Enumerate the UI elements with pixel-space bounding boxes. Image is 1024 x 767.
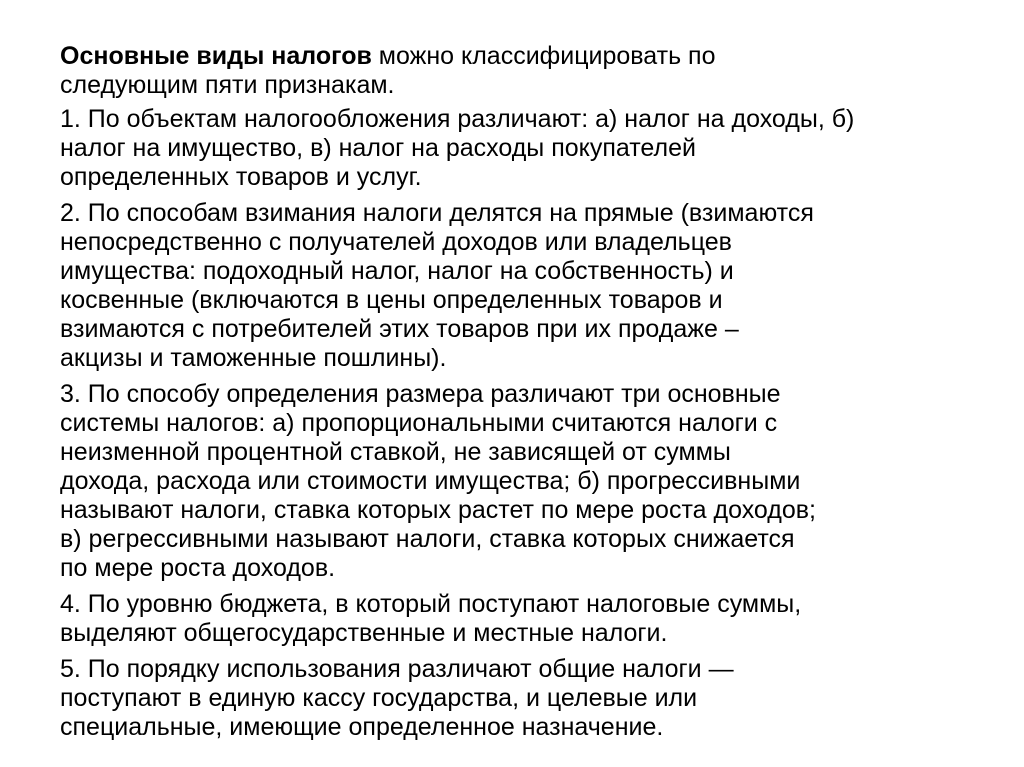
intro-paragraph [60, 42, 980, 100]
item-5-line: 5. По порядку использования различают общие налоги — [60, 655, 734, 683]
item-3-line: называют налоги, ставка которых растет по мере роста доходов; [60, 496, 816, 524]
item-4-line: выделяют общегосударственные и местные налоги. [60, 619, 668, 647]
item-3-line: по мере роста доходов. [60, 554, 336, 582]
intro-line-1 [60, 42, 980, 71]
item-2-line: непосредственно с получателей доходов или владельцев [60, 228, 732, 256]
item-5-paragraph [60, 655, 980, 742]
intro-rest-text: можно классифицировать по [378, 42, 716, 70]
item-5-line: поступают в единую кассу государства, и целевые или [60, 684, 698, 712]
intro-line-2: следующим пяти признакам. [60, 71, 395, 99]
item-4-paragraph [60, 590, 980, 648]
item-2-line: косвенные (включаются в цены определенных товаров и [60, 286, 723, 314]
item-1-paragraph [60, 105, 980, 192]
item-1-line: 1. По объектам налогообложения различают: а) налог на доходы, б) [60, 105, 855, 133]
item-3-line: 3. По способу определения размера различают три основные [60, 380, 781, 408]
item-3-paragraph [60, 380, 980, 583]
item-4-line: 4. По уровню бюджета, в который поступают налоговые суммы, [60, 590, 802, 618]
item-1-line: налог на имущество, в) налог на расходы покупателей [60, 134, 696, 162]
item-2-line: 2. По способам взимания налоги делятся на прямые (взимаются [60, 199, 814, 227]
item-3-line: системы налогов: а) пропорциональными считаются налоги с [60, 409, 778, 437]
item-2-paragraph [60, 199, 980, 373]
item-3-line: неизменной процентной ставкой, не зависящей от суммы [60, 438, 731, 466]
item-1-line: определенных товаров и услуг. [60, 163, 422, 191]
item-2-line: имущества: подоходный налог, налог на собственность) и [60, 257, 734, 285]
item-2-line: акцизы и таможенные пошлины). [60, 344, 447, 372]
item-3-line: дохода, расхода или стоимости имущества; б) прогрессивными [60, 467, 801, 495]
item-3-line: в) регрессивными называют налоги, ставка которых снижается [60, 525, 795, 553]
item-2-line: взимаются с потребителей этих товаров при их продаже – [60, 315, 739, 343]
slide-body [60, 42, 980, 749]
item-5-line: специальные, имеющие определенное назначение. [60, 713, 664, 741]
intro-bold-heading: Основные виды налогов [60, 42, 372, 70]
